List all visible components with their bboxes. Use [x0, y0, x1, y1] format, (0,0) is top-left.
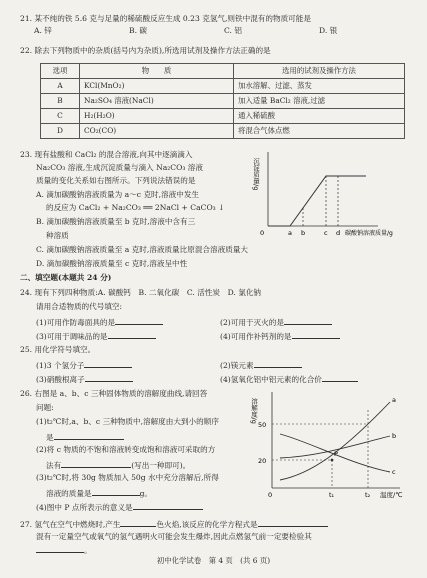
answer-blank[interactable]	[120, 518, 156, 527]
q25-stem: 25. 用化学符号填空。	[20, 345, 96, 354]
q27-line: 27. 氢气在空气中燃烧时,产生 色火焰,该反应的化学方程式是	[20, 518, 328, 529]
table-header: 选用的试剂及操作方法	[234, 64, 405, 79]
q21-option-d: D. 银	[319, 26, 338, 35]
origin-label: 0	[260, 229, 265, 237]
q26-stem: 26. 右图是 a、b、c 三种固体物质的溶解度曲线,请回答	[20, 389, 208, 398]
q23-option-d: D. 滴加碳酸钠溶液质量至 c 克时,溶液呈中性	[36, 259, 188, 268]
q26-line: 问题:	[36, 403, 54, 412]
q26-line: 溶液的质量是 g。	[46, 489, 153, 498]
curve-a	[280, 402, 390, 480]
q26-solubility-graph	[250, 388, 420, 506]
answer-blank[interactable]	[85, 373, 133, 382]
answer-blank[interactable]	[254, 359, 302, 368]
q26-item: (1)t₂℃时,a、b、c 三种物质中,溶解度由大到小的顺序	[36, 417, 219, 426]
answer-blank[interactable]	[108, 330, 156, 339]
point-p-marker	[331, 459, 334, 462]
table-header: 物 质	[80, 64, 234, 79]
table-cell: KCl(MnO₂)	[80, 79, 234, 94]
y-axis-label: 沉淀质量/g	[252, 158, 260, 191]
xtick-t1: t₁	[329, 491, 335, 499]
q26-item: (3)t₂℃时,将 30g 物质加入 50g 水中充分溶解后,所得	[36, 473, 219, 482]
q23-option-b: B. 滴加碳酸钠溶液质量至 b 克时,溶液中含有三	[36, 217, 196, 226]
table-row	[41, 94, 405, 109]
q21-option-b: B. 碳	[129, 26, 148, 35]
q24-item: (3)可用于调味品的是	[36, 330, 156, 341]
answer-blank[interactable]	[92, 487, 140, 496]
q25-item: (4)氢氧化铝中铝元素的化合价	[220, 373, 358, 384]
tick-b: b	[301, 229, 306, 237]
tick-c: c	[324, 229, 328, 237]
table-cell: CO₂(CO)	[80, 124, 234, 139]
table-cell: Na₂SO₄ 溶液(NaCl)	[80, 94, 234, 109]
ytick-20: 20	[258, 457, 267, 465]
curve-c-label: c	[392, 468, 396, 476]
q23-line: 种溶质	[46, 231, 69, 240]
table-cell: 加入适量 BaCl₂ 溶液,过滤	[234, 94, 405, 109]
answer-blank[interactable]	[133, 501, 203, 510]
tick-d: d	[336, 229, 341, 237]
q23-option-a: A. 滴加碳酸钠溶液质量为 a～c 克时,溶液中发生	[36, 190, 200, 199]
q23-line: Na₂CO₃ 溶液,生成沉淀质量与滴入 Na₂CO₃ 溶液	[36, 163, 203, 172]
q27-line: 混有一定量空气或氧气的氢气遇明火可能会发生爆炸,因此点燃氢气前一定要检验其	[36, 532, 312, 541]
answer-blank[interactable]	[36, 544, 84, 553]
q26-line: 法有 (写出一种即可)。	[46, 461, 191, 470]
table-header-row	[41, 64, 405, 79]
q21-stem: 21. 某不纯的铁 5.6 克与足量的稀硫酸反应生成 0.23 克氢气,则铁中混有的物质可能是	[20, 14, 311, 23]
q26-line: 是	[46, 431, 124, 442]
answer-blank[interactable]	[61, 459, 131, 468]
q24-item: (2)可用于灭火的是	[220, 316, 332, 327]
q27-line: 。	[36, 544, 92, 555]
q23-precipitate-graph	[248, 148, 418, 238]
x-axis-label: 温度/℃	[380, 491, 403, 499]
table-row	[41, 109, 405, 124]
q23-line: 质量的变化关系如右图所示。下列说法错误的是	[36, 176, 196, 185]
point-p-label: P	[334, 450, 338, 458]
xtick-t2: t₂	[365, 491, 371, 499]
answer-blank[interactable]	[115, 316, 163, 325]
q21-options	[34, 26, 414, 35]
q22-table	[40, 63, 405, 139]
precipitate-curve	[268, 176, 366, 226]
q23-line: 的反应为 CaCl₂ + Na₂CO₃ ══ 2NaCl + CaCO₃ ↓	[46, 203, 225, 212]
q23-line: 23. 现有盐酸和 CaCl₂ 的混合溶液,向其中逐滴滴入	[20, 150, 193, 159]
q25-item: (2)镁元素	[220, 359, 302, 370]
table-cell: 通入稀硫酸	[234, 109, 405, 124]
y-axis-label: 溶解度/g	[250, 398, 258, 424]
q21-option-a: A. 锌	[34, 26, 52, 35]
q25-item: (1)3 个氢分子	[36, 359, 132, 370]
section-title: 二、填空题(本题共 24 分)	[20, 273, 112, 282]
answer-blank[interactable]	[284, 316, 332, 325]
q23-option-c: C. 滴加碳酸钠溶液质量至 a 克时,溶液质量比原混合溶液质量大	[36, 245, 248, 254]
ytick-50: 50	[258, 421, 267, 429]
answer-blank[interactable]	[292, 330, 340, 339]
x-axis-label: 碳酸钠溶液质量/g	[345, 230, 393, 237]
q22-stem: 22. 除去下列物质中的杂质(括号内为杂质),所选用试剂及操作方法正确的是	[20, 46, 271, 55]
q26-item: (2)将 c 物质的不饱和溶液转变成饱和溶液可采取的方	[36, 445, 216, 454]
table-row	[41, 79, 405, 94]
table-cell: C	[41, 109, 80, 124]
xtick-0: 0	[268, 491, 273, 499]
q24-stem: 24. 现有下列四种物质:A. 碳酸钙 B. 二氧化碳 C. 活性炭 D. 氯化钠	[20, 288, 262, 297]
table-cell: 将混合气体点燃	[234, 124, 405, 139]
answer-blank[interactable]	[258, 518, 328, 527]
page-footer: 初中化学试卷 第 4 页 (共 6 页)	[156, 556, 271, 565]
q25-item: (3)硝酸根离子	[36, 373, 133, 384]
table-cell: H₂(H₂O)	[80, 109, 234, 124]
curve-a-label: a	[392, 396, 396, 404]
table-cell: B	[41, 94, 80, 109]
table-cell: A	[41, 79, 80, 94]
table-cell: 加水溶解、过滤、蒸发	[234, 79, 405, 94]
q24-instruction: 请用合适物质的代号填空:	[36, 302, 123, 311]
table-header: 选项	[41, 64, 80, 79]
q24-item: (4)可用作补钙剂的是	[220, 330, 340, 341]
answer-blank[interactable]	[54, 431, 124, 440]
answer-blank[interactable]	[84, 359, 132, 368]
table-cell: D	[41, 124, 80, 139]
q26-item: (4)图中 P 点所表示的意义是	[36, 501, 203, 512]
q24-item: (1)可用作防毒面具的是	[36, 316, 163, 327]
curve-b-label: b	[392, 432, 397, 440]
tick-a: a	[288, 229, 292, 237]
answer-blank[interactable]	[322, 373, 358, 382]
q21-option-c: C. 铝	[224, 26, 242, 35]
table-row	[41, 124, 405, 139]
